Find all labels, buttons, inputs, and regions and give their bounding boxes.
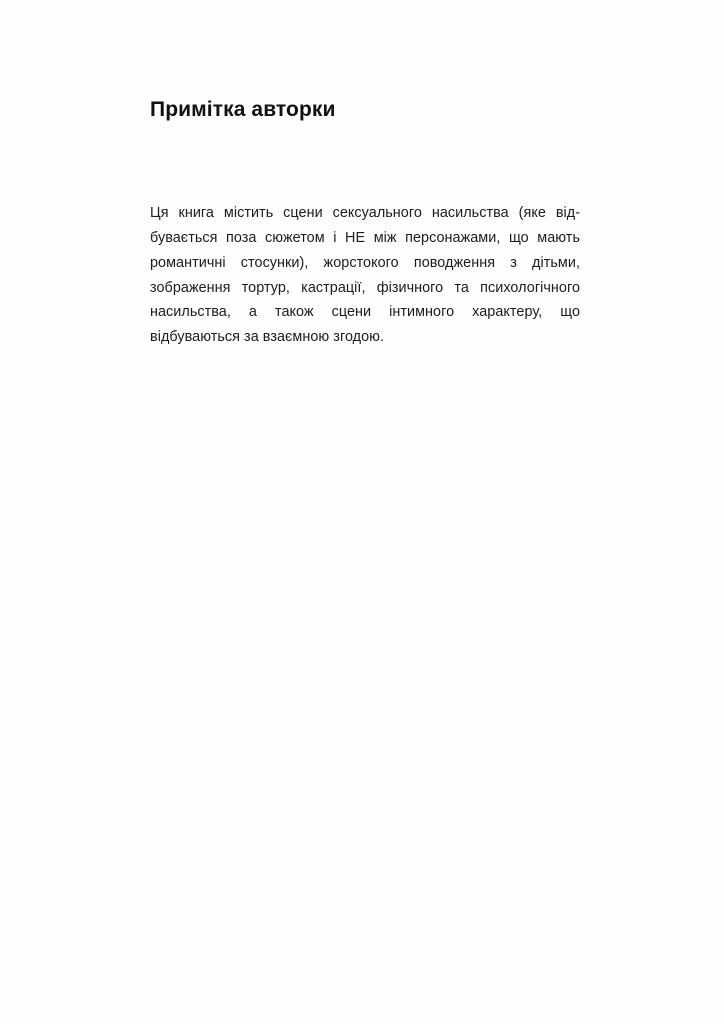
author-note-paragraph: Ця книга містить сцени сексуального насильства (яке відбувається поза сюжетом і НЕ між персонажами, що мають романтичні стосунки), жорстокого поводження з дітьми, зображення тортур, кастрації, фізичного та психологічного насильства, а також сцени інтимного характеру, що відбуваються за взаємною згодою. [150, 205, 580, 346]
page-title: Примітка авторки [150, 98, 336, 121]
page-content [150, 0, 580, 350]
